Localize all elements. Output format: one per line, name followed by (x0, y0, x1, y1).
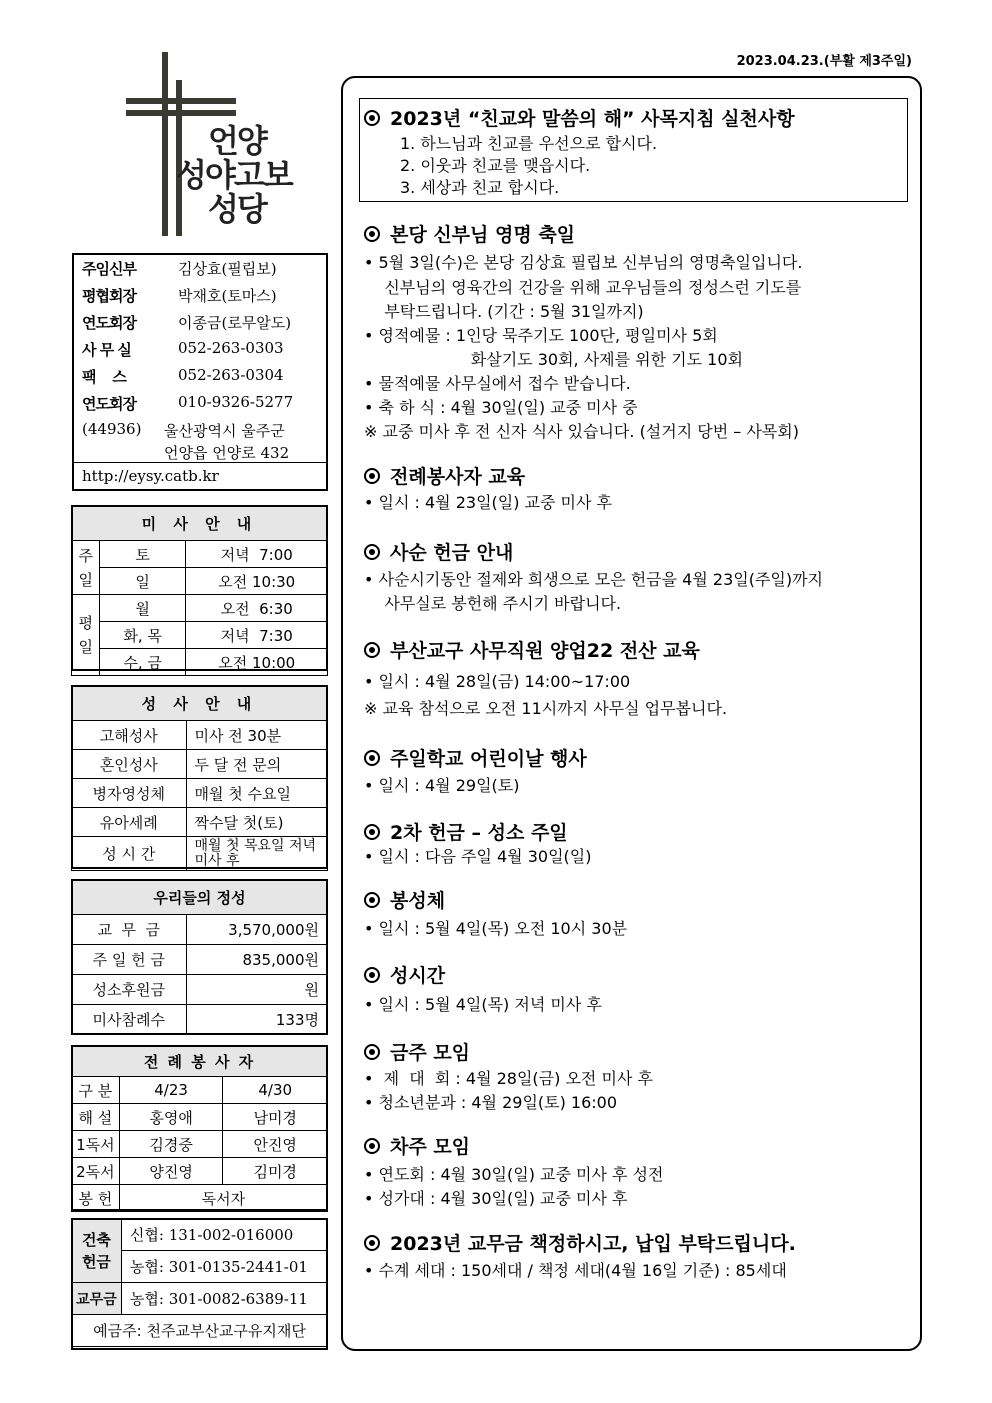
sacrament-value: 미사 전 30분 (186, 721, 327, 750)
parish-fund-label: 교무금 (72, 1283, 122, 1315)
section-line: • 5월 3일(수)은 본당 김상효 필립보 신부님의 영명축일입니다. (364, 253, 803, 272)
section-title: 성시간 (364, 961, 445, 988)
offering-value: 133명 (186, 1005, 327, 1035)
section-line: • 성가대 : 4월 30일(일) 교중 미사 후 (364, 1189, 628, 1208)
section-line: • 일시 : 4월 29일(토) (364, 776, 520, 795)
bullet-icon (364, 642, 380, 658)
info-label: 연도회장 (82, 395, 136, 413)
sacrament-name: 혼인성사 (72, 750, 187, 779)
section-title: 차주 모임 (364, 1132, 470, 1159)
servers-col: 구 분 (72, 1077, 120, 1104)
info-row (82, 312, 292, 333)
mass-title: 미 사 안 내 (72, 506, 328, 541)
sacrament-value: 두 달 전 문의 (186, 750, 327, 779)
server-role: 봉 헌 (72, 1185, 120, 1212)
offering-name: 미사참례수 (72, 1005, 187, 1035)
section-line: • 사순시기동안 절제와 희생으로 모은 헌금을 4월 23일(주일)까지 (364, 570, 824, 589)
info-value: 박재호(토마스) (178, 287, 277, 305)
mass-time: 저녁 7:00 (186, 541, 328, 568)
section-line: • 제 대 회 : 4월 28일(금) 오전 미사 후 (364, 1069, 653, 1088)
info-label: 사 무 실 (82, 341, 131, 359)
info-row (82, 285, 277, 306)
offering-name: 주 일 헌 금 (72, 945, 187, 975)
mass-day: 일 (99, 568, 186, 595)
mass-day: 월 (99, 595, 186, 622)
info-row (82, 366, 284, 387)
sacrament-value: 짝수달 첫(토) (186, 808, 327, 837)
servers-col: 4/30 (223, 1077, 328, 1104)
servers-col: 4/23 (119, 1077, 223, 1104)
building-account: 농협: 301-0135-2441-01 (121, 1251, 327, 1283)
website-link[interactable]: http://eysy.catb.kr (82, 467, 219, 485)
building-account: 신협: 131-002-016000 (121, 1219, 327, 1251)
section-title: 2023년 교무금 책정하시고, 납입 부탁드립니다. (364, 1229, 796, 1256)
info-label: 팩 스 (82, 368, 126, 386)
bullet-icon (364, 468, 380, 484)
mass-time: 오전 6:30 (186, 595, 328, 622)
mass-day: 수, 금 (99, 649, 186, 676)
bullet-icon (364, 1235, 380, 1251)
info-value: 이종금(로무알도) (178, 314, 292, 332)
parish-account: 농협: 301-0082-6389-11 (121, 1283, 327, 1315)
section-line: • 일시 : 4월 23일(일) 교중 미사 후 (364, 493, 613, 512)
sacrament-value: 매월 첫 수요일 (186, 779, 327, 808)
section-line: 부탁드립니다. (기간 : 5월 31일까지) (364, 302, 644, 321)
offering-value: 원 (186, 975, 327, 1005)
goal-item: 2. 이웃과 친교를 맺읍시다. (400, 156, 591, 175)
parish-info-box (72, 253, 328, 491)
sacrament-name: 고해성사 (72, 721, 187, 750)
info-label: 평협회장 (82, 287, 136, 305)
info-row (82, 258, 277, 279)
cross-icon-vertical (162, 52, 168, 236)
server-name: 양진영 (119, 1158, 223, 1185)
mass-time: 저녁 7:30 (186, 622, 328, 649)
sacrament-name: 유아세례 (72, 808, 187, 837)
weekday-label: 평일 (72, 595, 100, 676)
offering-value: 3,570,000원 (186, 915, 327, 945)
logo-line1: 언양 (208, 122, 266, 160)
mass-schedule-table (71, 505, 328, 676)
info-value: 052-263-0303 (178, 339, 284, 357)
cross-icon-horizontal (126, 98, 236, 104)
info-row (82, 393, 294, 414)
bullet-icon (364, 544, 380, 560)
server-name: 남미경 (223, 1104, 328, 1131)
section-line: • 청소년분과 : 4월 29일(토) 16:00 (364, 1093, 618, 1112)
info-row (82, 339, 284, 360)
accounts-table (71, 1218, 328, 1347)
info-value: 052-263-0304 (178, 366, 284, 384)
section-title: 주일학교 어린이날 행사 (364, 744, 587, 771)
server-role: 2독서 (72, 1158, 120, 1185)
section-title: 부산교구 사무직원 양업22 전산 교육 (364, 636, 700, 663)
section-line: 화살기도 30회, 사제를 위한 기도 10회 (364, 350, 743, 369)
server-role: 1독서 (72, 1131, 120, 1158)
goal-title: 2023년 “친교와 말씀의 해” 사목지침 실천사항 (364, 104, 795, 131)
sacrament-name: 병자영성체 (72, 779, 187, 808)
section-line: • 물적예물 사무실에서 접수 받습니다. (364, 374, 631, 393)
bullet-icon (364, 750, 380, 766)
bullet-icon (364, 110, 380, 126)
info-value: 김상효(필립보) (178, 260, 277, 278)
address-line1: 울산광역시 울주군 (164, 422, 285, 440)
offering-table (71, 879, 328, 1035)
address-zip: (44936) (82, 420, 142, 438)
server-role: 해 설 (72, 1104, 120, 1131)
bullet-icon (364, 1044, 380, 1060)
bullet-icon (364, 967, 380, 983)
bulletin-date: 2023.04.23.(부활 제3주일) (736, 54, 912, 69)
section-title: 사순 헌금 안내 (364, 538, 513, 565)
section-title: 봉성체 (364, 886, 445, 913)
server-name: 김미경 (223, 1158, 328, 1185)
bullet-icon (364, 824, 380, 840)
cross-icon-horizontal-2 (126, 110, 236, 116)
section-line: 신부님의 영육간의 건강을 위해 교우님들의 정성스런 기도를 (364, 278, 802, 297)
section-line: • 일시 : 다음 주일 4월 30일(일) (364, 847, 592, 866)
section-title: 전례봉사자 교육 (364, 462, 525, 489)
offering-value: 835,000원 (186, 945, 327, 975)
mass-time: 오전 10:30 (186, 568, 328, 595)
server-name: 홍영애 (119, 1104, 223, 1131)
section-title: 금주 모임 (364, 1038, 470, 1065)
address-line2: 언양읍 언양로 432 (164, 444, 290, 462)
info-value: 010-9326-5277 (178, 393, 294, 411)
bullet-icon (364, 1138, 380, 1154)
section-line: • 축 하 식 : 4월 30일(일) 교중 미사 중 (364, 398, 638, 417)
goal-item: 1. 하느님과 친교를 우선으로 합시다. (400, 134, 658, 153)
section-line: • 일시 : 4월 28일(금) 14:00~17:00 (364, 672, 631, 691)
mass-time: 오전 10:00 (186, 649, 328, 676)
server-name: 안진영 (223, 1131, 328, 1158)
section-line: • 일시 : 5월 4일(목) 오전 10시 30분 (364, 919, 628, 938)
mass-day: 화, 목 (99, 622, 186, 649)
section-title: 본당 신부님 영명 축일 (364, 220, 575, 247)
bullet-icon (364, 892, 380, 908)
servers-table (71, 1045, 328, 1212)
logo-line2: 성야고보 (176, 156, 292, 194)
account-holder: 예금주: 천주교부산교구유지재단 (72, 1315, 328, 1347)
section-line: • 영적예물 : 1인당 묵주기도 100단, 평일미사 5회 (364, 326, 718, 345)
offering-name: 교 무 금 (72, 915, 187, 945)
servers-title: 전 례 봉 사 자 (72, 1046, 328, 1077)
section-title: 2차 헌금 – 성소 주일 (364, 818, 568, 845)
sacrament-value: 매월 첫 목요일 저녁미사 후 (186, 837, 327, 871)
section-line: ※ 교중 미사 후 전 신자 식사 있습니다. (설거지 당번 – 사목회) (364, 422, 799, 441)
goal-item: 3. 세상과 친교 합시다. (400, 178, 560, 197)
section-line: 사무실로 봉헌해 주시기 바랍니다. (364, 594, 622, 613)
offering-title: 우리들의 정성 (72, 880, 328, 915)
info-label: 주임신부 (82, 260, 136, 278)
sacraments-table (71, 685, 328, 871)
server-name: 김경중 (119, 1131, 223, 1158)
building-fund-label: 건축헌금 (72, 1219, 122, 1283)
section-line: ※ 교육 참석으로 오전 11시까지 사무실 업무봅니다. (364, 699, 728, 718)
sunday-label: 주일 (72, 541, 100, 595)
section-line: • 일시 : 5월 4일(목) 저녁 미사 후 (364, 995, 602, 1014)
sacrament-name: 성 시 간 (72, 837, 187, 871)
section-line: • 수계 세대 : 150세대 / 책정 세대(4월 16일 기준) : 85세대 (364, 1261, 787, 1280)
server-name: 독서자 (119, 1185, 327, 1212)
sacraments-title: 성 사 안 내 (72, 686, 328, 721)
logo-line3: 성당 (208, 190, 266, 228)
bullet-icon (364, 226, 380, 242)
mass-day: 토 (99, 541, 186, 568)
info-label: 연도회장 (82, 314, 136, 332)
offering-name: 성소후원금 (72, 975, 187, 1005)
section-line: • 연도회 : 4월 30일(일) 교중 미사 후 성전 (364, 1165, 664, 1184)
parish-logo (122, 52, 292, 240)
